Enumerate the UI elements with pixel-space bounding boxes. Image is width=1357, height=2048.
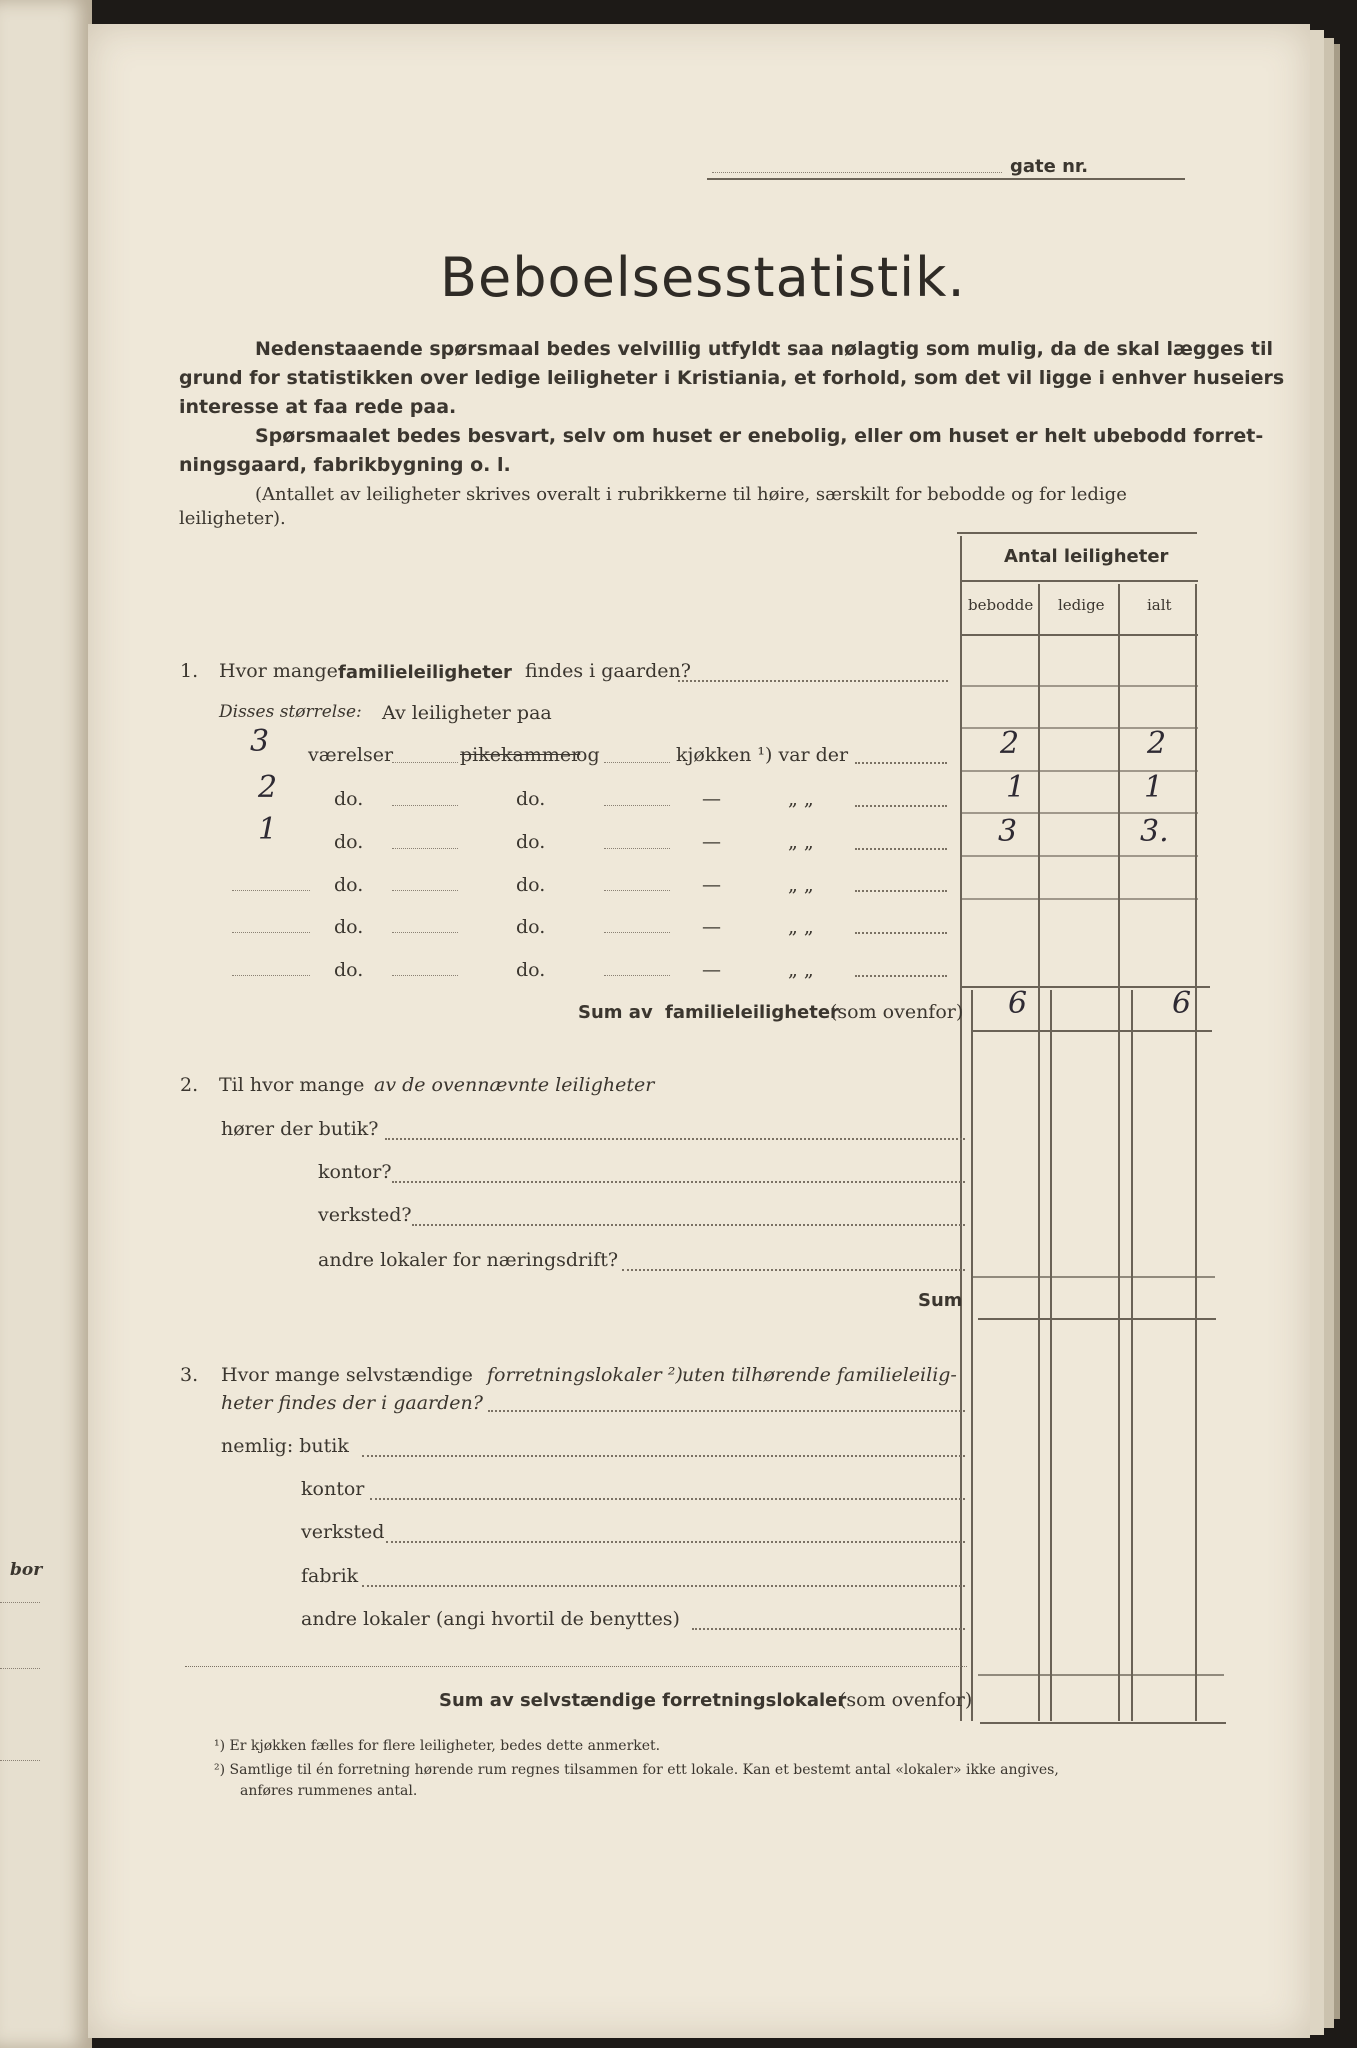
- value-ialt: 1: [1144, 770, 1164, 805]
- value-bebodde: 1: [1006, 770, 1026, 805]
- column-divider: [1131, 990, 1133, 1721]
- col-kjokken: kjøkken ¹) var der: [676, 744, 849, 766]
- question-number: 2.: [180, 1074, 199, 1096]
- value-bebodde: 2: [1000, 726, 1020, 761]
- intro-note-line: leiligheter).: [179, 508, 286, 529]
- sum-rule: [972, 1030, 1212, 1032]
- q1-sum-label: Sum av: [578, 1002, 653, 1023]
- leader-dots: [622, 1269, 965, 1271]
- col-do: do.: [334, 959, 364, 981]
- leader-dots: [855, 975, 947, 977]
- q2-andre: andre lokaler for næringsdrift?: [318, 1249, 619, 1271]
- col-vaerelser: værelser: [308, 744, 394, 766]
- col-do: do.: [334, 831, 364, 853]
- q2-verksted: verksted?: [318, 1204, 412, 1226]
- intro-line: Spørsmaalet bedes besvart, selv om huset er enebolig, eller om huset er helt ubebodd forret-: [255, 425, 1264, 447]
- col-do: do.: [334, 874, 364, 896]
- column-divider: [971, 990, 973, 1721]
- column-divider: [1118, 584, 1120, 1721]
- leader-dots: [855, 805, 947, 807]
- leader-dots: [385, 1138, 965, 1140]
- col-do: do.: [516, 874, 546, 896]
- page-edge: [1310, 30, 1324, 2035]
- col-dash: —: [702, 831, 721, 853]
- table-header-bottom-rule: [960, 634, 1198, 636]
- leader-dots: [392, 1181, 965, 1183]
- rooms-value: 2: [258, 770, 278, 805]
- intro-line: ningsgaard, fabrikbygning o. l.: [179, 454, 511, 476]
- intro-line: grund for statistikken over ledige leiligheter i Kristiania, et forhold, som det vil ligge i enhver huseiers: [179, 367, 1285, 389]
- leader-dots: [604, 805, 670, 806]
- column-divider: [960, 536, 962, 1721]
- table-header-group: Antal leiligheter: [1004, 546, 1169, 567]
- gate-dotted-line: [712, 172, 1002, 173]
- col-dash: —: [702, 874, 721, 896]
- column-divider: [1195, 584, 1197, 1721]
- q3-andre: andre lokaler (angi hvortil de benyttes): [301, 1608, 680, 1630]
- page-title: Beboelsesstatistik.: [440, 246, 966, 309]
- leader-dots: [392, 848, 458, 849]
- leader-dots: [604, 890, 670, 891]
- page-edge: [1324, 38, 1334, 2028]
- q3-verksted: verksted: [301, 1521, 385, 1543]
- col-quote: „ „: [788, 874, 814, 896]
- col-do: do.: [516, 959, 546, 981]
- leader-dots: [692, 1628, 965, 1630]
- q2-text-italic: av de ovennævnte leiligheter: [374, 1074, 655, 1096]
- col-og: og: [576, 744, 600, 766]
- col-quote: „ „: [788, 831, 814, 853]
- leader-dots: [232, 890, 310, 891]
- q3-text-italic: uten tilhørende familieleilig-: [682, 1364, 957, 1386]
- leader-dots: [392, 805, 458, 806]
- leader-dots: [362, 1455, 965, 1457]
- column-divider: [1050, 990, 1052, 1721]
- leader-dots: [604, 848, 670, 849]
- gate-underline: [707, 178, 1185, 180]
- q3-kontor: kontor: [301, 1478, 365, 1500]
- leader-dots: [604, 762, 670, 763]
- sum-ialt: 6: [1172, 986, 1192, 1021]
- leader-dots: [392, 932, 458, 933]
- leader-dots: [604, 975, 670, 976]
- q1-text-bold: familieleiligheter: [338, 662, 512, 683]
- leader-dots: [678, 680, 948, 682]
- leader-dots: [412, 1224, 965, 1226]
- sum-rule: [980, 1722, 1226, 1724]
- row-rule: [978, 1674, 1224, 1676]
- col-quote: „ „: [788, 959, 814, 981]
- q3-text-italic: forretningslokaler ²): [487, 1364, 683, 1386]
- q3-text-italic: heter findes der i gaarden?: [221, 1392, 483, 1414]
- intro-line: Nedenstaaende spørsmaal bedes velvillig utfyldt saa nølagtig som mulig, da de skal lægges til: [255, 338, 1273, 360]
- question-number: 3.: [180, 1364, 199, 1386]
- q3-sum-note: (som ovenfor): [839, 1689, 973, 1711]
- q1-text: Hvor mange: [219, 660, 338, 682]
- leader-dots: [855, 890, 947, 892]
- column-divider: [1038, 584, 1040, 1721]
- col-do: do.: [334, 788, 364, 810]
- sum-bebodde: 6: [1008, 986, 1028, 1021]
- leader-dots: [855, 932, 947, 934]
- left-page-dotted-line: [0, 1602, 40, 1603]
- q2-text: Til hvor mange: [219, 1074, 365, 1096]
- col-do: do.: [334, 916, 364, 938]
- intro-line: interesse at faa rede paa.: [179, 396, 457, 418]
- leader-dots: [488, 1410, 965, 1412]
- col-pikekammer: pikekammer: [460, 744, 581, 766]
- separator-dots: [185, 1666, 967, 1667]
- gate-label: gate nr.: [1010, 156, 1089, 177]
- rooms-value: 1: [258, 812, 278, 847]
- q1-sum-note: (som ovenfor): [830, 1001, 964, 1023]
- leader-dots: [386, 1541, 965, 1543]
- sum-rule: [978, 1318, 1216, 1320]
- col-do: do.: [516, 916, 546, 938]
- table-header-rule: [960, 580, 1198, 582]
- leader-dots: [392, 975, 458, 976]
- q1-size-text: Av leiligheter paa: [382, 702, 552, 724]
- q3-text: Hvor mange selvstændige: [221, 1364, 473, 1386]
- column-header-bebodde: bebodde: [968, 596, 1034, 614]
- q1-text: findes i gaarden?: [525, 660, 691, 682]
- column-header-ialt: ialt: [1147, 596, 1172, 614]
- left-page-dotted-line: [0, 1760, 40, 1761]
- column-header-ledige: ledige: [1058, 596, 1105, 614]
- col-do: do.: [516, 831, 546, 853]
- row-rule: [962, 898, 1198, 900]
- leader-dots: [370, 1498, 965, 1500]
- footnote-1: ¹) Er kjøkken fælles for flere leiligheter, bedes dette anmerket.: [214, 1738, 661, 1754]
- leader-dots: [855, 848, 947, 850]
- table-top-rule: [957, 532, 1197, 534]
- q2-horer: hører der butik?: [221, 1118, 379, 1140]
- value-ialt: 2: [1147, 726, 1167, 761]
- leader-dots: [232, 975, 310, 976]
- leader-dots: [362, 1585, 965, 1587]
- q1-sum-label-bold: familieleiligheter: [665, 1002, 839, 1023]
- leader-dots: [604, 932, 670, 933]
- footnote-3: anføres rummenes antal.: [240, 1783, 418, 1799]
- leader-dots: [232, 932, 310, 933]
- col-do: do.: [516, 788, 546, 810]
- col-dash: —: [702, 916, 721, 938]
- rooms-value: 3: [250, 724, 270, 759]
- col-dash: —: [702, 788, 721, 810]
- left-page-bor-label: bor: [10, 1560, 43, 1580]
- footnote-2: ²) Samtlige til én forretning hørende rum regnes tilsammen for ett lokale. Kan et bestemt antal «lokaler» ikke angives,: [214, 1762, 1059, 1778]
- q3-sum-label: Sum av selvstændige forretningslokaler: [439, 1690, 847, 1711]
- q3-fabrik: fabrik: [301, 1565, 359, 1587]
- left-page-edge: [0, 0, 92, 2048]
- value-bebodde: 3: [998, 814, 1018, 849]
- q3-nemlig-butik: nemlig: butik: [221, 1435, 349, 1457]
- intro-note-line: (Antallet av leiligheter skrives overalt i rubrikkerne til høire, særskilt for bebodde og for ledige: [255, 484, 1127, 505]
- q1-size-label: Disses størrelse:: [219, 702, 362, 722]
- col-dash: —: [702, 959, 721, 981]
- q2-kontor: kontor?: [318, 1161, 392, 1183]
- col-quote: „ „: [788, 788, 814, 810]
- page-edge: [1334, 44, 1340, 2019]
- row-rule: [962, 685, 1198, 687]
- leader-dots: [392, 762, 458, 763]
- leader-dots: [855, 762, 947, 764]
- col-quote: „ „: [788, 916, 814, 938]
- leader-dots: [392, 890, 458, 891]
- left-page-dotted-line: [0, 1668, 40, 1669]
- value-ialt: 3.: [1140, 814, 1169, 849]
- question-number: 1.: [180, 660, 199, 682]
- row-rule: [972, 1276, 1215, 1278]
- q2-sum-label: Sum: [918, 1290, 963, 1311]
- row-rule: [962, 855, 1198, 857]
